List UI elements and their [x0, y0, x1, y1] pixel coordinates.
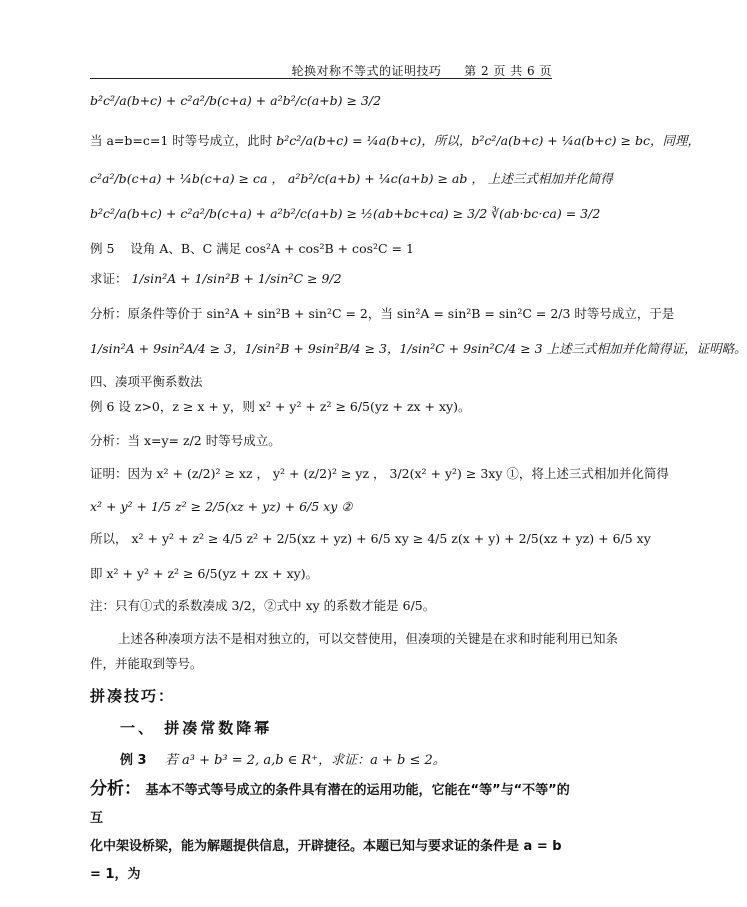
example-5-label: 例 5	[90, 241, 115, 256]
text-line-2	[90, 132, 700, 150]
analysis-3	[90, 775, 570, 889]
proof-line-1: 证明：因为 x² + (z/2)² ≥ xz ， y² + (z/2)² ≥ yz ， 3/2(x² + y²) ≥ 3xy ①，将上述三式相加并化简得	[90, 466, 669, 481]
inequality-line-1: b²c²/a(b+c) + c²a²/b(c+a) + a²b²/c(a+b) ≥ 3/2	[90, 93, 382, 108]
paragraph-line-2: 件，并能取到等号。	[90, 656, 203, 671]
analysis-6: 分析：当 x=y= z/2 时等号成立。	[90, 433, 281, 448]
subsection-title: 一、 拼凑常数降幂	[120, 719, 273, 737]
proof-line-3: 所以， x² + y² + z² ≥ 4/5 z² + 2/5(xz + yz) + 6/5 xy ≥ 4/5 z(x + y) + 2/5(xz + yz) + 6/5 xy	[90, 531, 651, 546]
analysis-5: 分析：原条件等价于 sin²A + sin²B + sin²C = 2，当 sin²A = sin²B = sin²C = 2/3 时等号成立，于是	[90, 306, 675, 321]
header-page-number: 第 2 页 共 6 页	[464, 64, 552, 78]
note-line: 注：只有①式的系数凑成 3/2，②式中 xy 的系数才能是 6/5。	[90, 598, 436, 613]
page-header	[90, 62, 552, 79]
example-5-text: 设角 A、B、C 满足 cos²A + cos²B + cos²C = 1	[130, 241, 414, 256]
paragraph-line-1: 上述各种凑项方法不是相对独立的，可以交替使用，但凑项的关键是在求和时能利用已知条	[118, 631, 619, 646]
example-3-label: 例 3	[120, 753, 147, 768]
analysis-3-text-2: 化中架设桥梁，能为解题提供信息，开辟捷径。本题已知与要求证的条件是 a = b = 1，为	[90, 839, 562, 882]
section-4-heading: 四、凑项平衡系数法	[90, 374, 203, 389]
proof-line-2: x² + y² + 1/5 z² ≥ 2/5(xz + yz) + 6/5 xy ②	[90, 499, 353, 514]
text-line-4: b²c²/a(b+c) + c²a²/b(c+a) + a²b²/c(a+b) ≥ ½(ab+bc+ca) ≥ 3/2 ∛(ab·bc·ca) = 3/2	[90, 206, 601, 221]
example-3-text: 若 a³ + b³ = 2, a,b ∈ R⁺，求证：a + b ≤ 2。	[164, 753, 446, 768]
analysis-3-label: 分析：	[90, 779, 141, 799]
analysis-3-text-1: 基本不等式等号成立的条件具有潜在的运用功能，它能在“等”与“不等”的互	[90, 783, 570, 826]
text-line-2a: 当 a=b=c=1 时等号成立，此时	[90, 133, 273, 148]
example-6: 例 6 设 z>0，z ≥ x + y，则 x² + y² + z² ≥ 6/5(yz + zx + xy)。	[90, 399, 471, 414]
prove-text: 1/sin²A + 1/sin²B + 1/sin²C ≥ 9/2	[131, 271, 342, 286]
example-5	[90, 240, 414, 258]
text-line-2b: b²c²/a(b+c) = ¼a(b+c)，所以，b²c²/a(b+c) + ¼a(b+c) ≥ bc，同理，	[276, 133, 700, 148]
header-rule	[90, 78, 552, 79]
analysis-5b: 1/sin²A + 9sin²A/4 ≥ 3，1/sin²B + 9sin²B/4 ≥ 3，1/sin²C + 9sin²C/4 ≥ 3 上述三式相加并化简得证，证明略。	[90, 341, 747, 356]
proof-line-4: 即 x² + y² + z² ≥ 6/5(yz + zx + xy)。	[90, 566, 319, 581]
header-title: 轮换对称不等式的证明技巧	[291, 64, 442, 78]
example-3	[120, 749, 446, 768]
prove-label: 求证：	[90, 271, 128, 286]
prove-line-5	[90, 270, 342, 288]
text-line-3: c²a²/b(c+a) + ¼b(c+a) ≥ ca ， a²b²/c(a+b) + ¼c(a+b) ≥ ab ， 上述三式相加并化简得	[90, 171, 613, 186]
section-title: 拼凑技巧：	[90, 687, 176, 705]
